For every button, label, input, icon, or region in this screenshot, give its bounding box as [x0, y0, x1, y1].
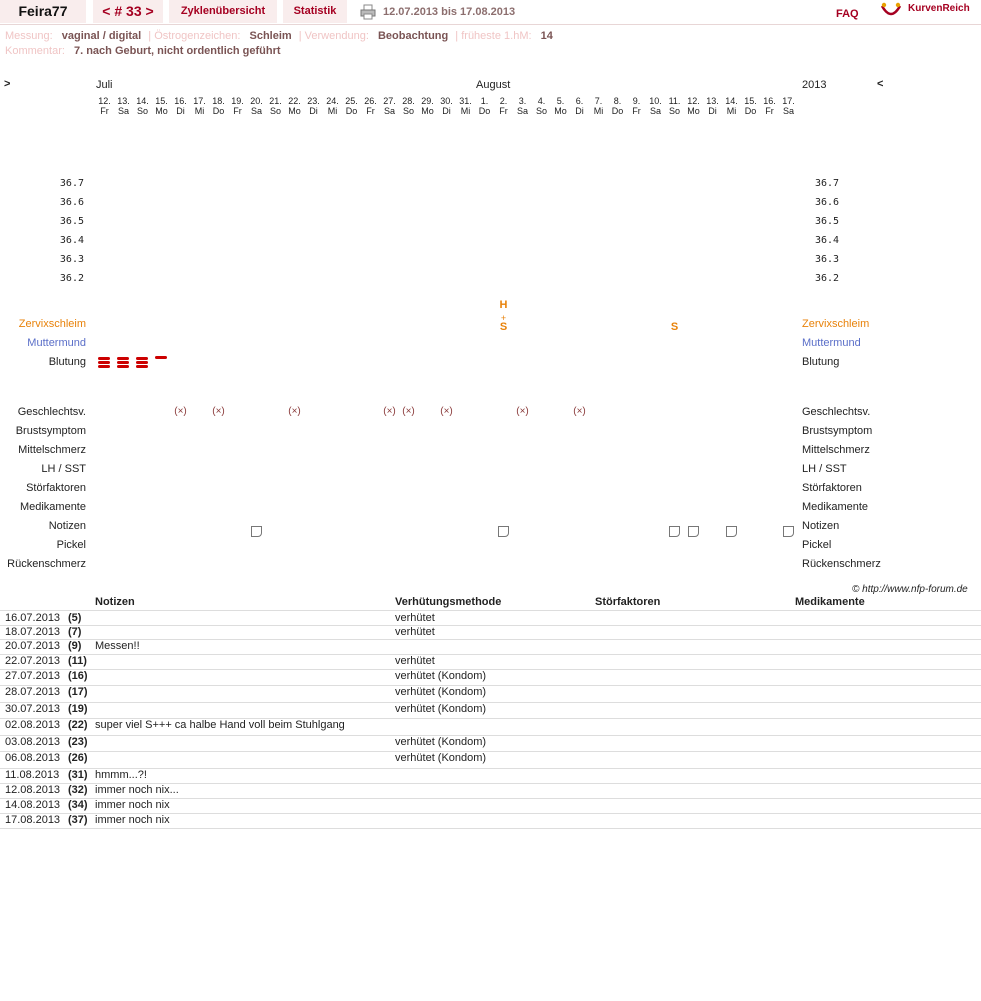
- zyklustag-5: 5: [177, 385, 184, 396]
- note-cycle-day: (22): [68, 719, 88, 731]
- zyklustag-31: 31: [668, 385, 681, 396]
- note-date: 16.07.2013: [5, 612, 61, 624]
- intercourse-mark-19: (×): [440, 406, 453, 417]
- day-date-8: 19.: [231, 96, 244, 106]
- day-date-34: 14.: [725, 96, 738, 106]
- day-date-26: 6.: [575, 96, 584, 106]
- zyklustag-12: 12: [307, 385, 320, 396]
- bleeding-mark-1: [98, 365, 110, 368]
- brand-logo[interactable]: KurvenReich: [908, 3, 970, 14]
- notes-row: [0, 813, 981, 829]
- zyklustag-28: 28: [611, 385, 624, 396]
- row-label-right-2: Mittelschmerz: [802, 444, 870, 456]
- zyklustag-20: 20: [459, 385, 472, 396]
- verwendung-label: Verwendung:: [304, 30, 369, 42]
- note-method: verhütet (Kondom): [395, 686, 487, 698]
- tab-statistics[interactable]: Statistik: [283, 0, 347, 23]
- note-cycle-day: (9): [68, 640, 82, 652]
- notes-header-row: [0, 596, 981, 611]
- note-cycle-day: (7): [68, 626, 82, 638]
- zyklustag-16: 16: [383, 385, 396, 396]
- zyklustag-10: 10: [269, 385, 282, 396]
- day-weekday-36: Fr: [765, 106, 774, 116]
- zyklustag-26: 26: [573, 385, 586, 396]
- row-label-6: Notizen: [48, 520, 86, 532]
- note-text: immer noch nix...: [95, 784, 179, 796]
- notes-row: [0, 685, 981, 703]
- day-date-30: 10.: [649, 96, 662, 106]
- zervix-s-mark-31: S: [670, 321, 679, 333]
- day-weekday-12: Di: [309, 106, 318, 116]
- zyklustag-2: 2: [120, 385, 127, 396]
- month-august: August: [476, 79, 511, 91]
- day-weekday-5: Di: [176, 106, 185, 116]
- day-date-37: 17.: [782, 96, 795, 106]
- year-label: 2013: [802, 79, 827, 91]
- zyklustag-25: 25: [554, 385, 567, 396]
- zervix-s-mark-22: S: [499, 321, 508, 333]
- info-line-2: [5, 45, 281, 57]
- zyklustag-4: 4: [158, 385, 165, 396]
- note-method: verhütet: [395, 626, 435, 638]
- day-date-12: 23.: [307, 96, 320, 106]
- day-weekday-24: So: [535, 106, 547, 116]
- day-date-31: 11.: [668, 96, 681, 106]
- zyklustag-6: 6: [196, 385, 203, 396]
- note-method: verhütet: [395, 612, 435, 624]
- oestrogen-label: Östrogenzeichen:: [154, 30, 241, 42]
- row-label-1: Brustsymptom: [15, 425, 86, 437]
- day-weekday-33: Di: [708, 106, 717, 116]
- day-date-2: 13.: [117, 96, 130, 106]
- zyklustag-7: 7: [215, 385, 222, 396]
- row-label-right-row_mutter: Muttermund: [802, 337, 861, 349]
- day-date-22: 2.: [499, 96, 508, 106]
- note-date: 18.07.2013: [5, 626, 61, 638]
- copyright-note: © http://www.nfp-forum.de: [852, 584, 968, 595]
- day-date-14: 25.: [345, 96, 358, 106]
- temp-label-left: 36.3: [59, 254, 84, 265]
- month-july: Juli: [96, 79, 113, 91]
- note-cycle-day: (16): [68, 670, 88, 682]
- row-label-right-0: Geschlechtsv.: [802, 406, 871, 418]
- zyklustag-34: 34: [725, 385, 738, 396]
- note-date: 22.07.2013: [5, 655, 61, 667]
- day-weekday-30: Sa: [649, 106, 661, 116]
- zervix-h-mark: H: [499, 299, 508, 311]
- day-weekday-34: Mi: [726, 106, 737, 116]
- temp-label-right: 36.3: [815, 254, 840, 265]
- day-weekday-2: Sa: [117, 106, 129, 116]
- notes-row: [0, 654, 981, 670]
- zyklustag-33: 33: [706, 385, 719, 396]
- intercourse-mark-26: (×): [573, 406, 586, 417]
- note-text: immer noch nix: [95, 814, 170, 826]
- kommentar-label: Kommentar:: [5, 45, 65, 57]
- intercourse-mark-16: (×): [383, 406, 396, 417]
- note-cycle-day: (19): [68, 703, 88, 715]
- day-weekday-32: Mo: [687, 106, 700, 116]
- day-weekday-6: Mi: [194, 106, 205, 116]
- bleeding-mark-1: [98, 357, 110, 360]
- bleeding-mark-3: [136, 361, 148, 364]
- cycle-chart: [0, 75, 888, 582]
- note-icon[interactable]: [783, 526, 794, 537]
- nav-prev[interactable]: >: [4, 78, 11, 90]
- note-method: verhütet (Kondom): [395, 736, 487, 748]
- row-label-7: Pickel: [56, 539, 86, 551]
- day-weekday-28: Do: [611, 106, 624, 116]
- note-date: 30.07.2013: [5, 703, 61, 715]
- note-date: 20.07.2013: [5, 640, 61, 652]
- bleeding-mark-2: [117, 357, 129, 360]
- notes-header-stoer: Störfaktoren: [595, 596, 661, 608]
- zervix-plus-mark: +: [500, 313, 507, 323]
- zyklustag-19: 19: [440, 385, 453, 396]
- temp-label-right: 36.5: [815, 216, 840, 227]
- temp-label-left: 36.6: [59, 197, 84, 208]
- note-cycle-day: (11): [68, 655, 87, 667]
- intercourse-mark-17: (×): [402, 406, 415, 417]
- day-date-23: 3.: [518, 96, 527, 106]
- row-label-0: Geschlechtsv.: [17, 406, 86, 418]
- date-range: 12.07.2013 bis 17.08.2013: [383, 6, 516, 18]
- row-label-right-5: Medikamente: [802, 501, 869, 513]
- temp-label-left: 36.4: [59, 235, 84, 246]
- note-text: immer noch nix: [95, 799, 170, 811]
- day-weekday-35: Do: [744, 106, 757, 116]
- day-weekday-15: Fr: [366, 106, 375, 116]
- day-weekday-4: Mo: [155, 106, 168, 116]
- cycle-navigator[interactable]: < # 33 >: [93, 0, 163, 23]
- note-date: 28.07.2013: [5, 686, 61, 698]
- zyklustag-17: 17: [402, 385, 415, 396]
- day-date-20: 31.: [459, 96, 472, 106]
- day-date-7: 18.: [212, 96, 225, 106]
- verwendung-value: Beobachtung: [377, 30, 449, 42]
- logo-icon: [880, 2, 902, 20]
- faq-link[interactable]: FAQ: [836, 8, 859, 20]
- day-weekday-31: So: [668, 106, 680, 116]
- intercourse-mark-7: (×): [212, 406, 225, 417]
- row-label-row_mutter: Muttermund: [27, 337, 86, 349]
- day-date-25: 5.: [556, 96, 565, 106]
- messung-value: vaginal / digital: [61, 30, 142, 42]
- day-weekday-29: Fr: [632, 106, 641, 116]
- row-label-right-3: LH / SST: [802, 463, 847, 475]
- notes-header-notizen: Notizen: [95, 596, 135, 608]
- day-date-27: 7.: [594, 96, 603, 106]
- day-weekday-16: Sa: [383, 106, 395, 116]
- row-label-5: Medikamente: [19, 501, 86, 513]
- row-label-row_zervix: Zervixschleim: [18, 318, 86, 330]
- day-weekday-10: So: [269, 106, 281, 116]
- zyklustag-11: 11: [289, 385, 300, 396]
- note-cycle-day: (31): [68, 769, 88, 781]
- note-cycle-day: (17): [68, 686, 88, 698]
- row-label-3: LH / SST: [41, 463, 86, 475]
- intercourse-mark-11: (×): [288, 406, 301, 417]
- note-cycle-day: (23): [68, 736, 88, 748]
- row-label-right-row_blutung: Blutung: [802, 356, 840, 368]
- day-date-19: 30.: [440, 96, 453, 106]
- row-label-right-6: Notizen: [802, 520, 840, 532]
- zyklustag-18: 18: [421, 385, 434, 396]
- day-weekday-26: Di: [575, 106, 584, 116]
- intercourse-mark-5: (×): [174, 406, 187, 417]
- note-text: super viel S+++ ca halbe Hand voll beim Stuhlgang: [95, 719, 345, 731]
- day-date-32: 12.: [687, 96, 700, 106]
- day-weekday-9: Sa: [250, 106, 262, 116]
- temp-label-right: 36.7: [815, 178, 840, 189]
- note-date: 27.07.2013: [5, 670, 61, 682]
- note-cycle-day: (34): [68, 799, 88, 811]
- day-date-3: 14.: [136, 96, 149, 106]
- zyklustag-30: 30: [649, 385, 662, 396]
- nav-next[interactable]: <: [877, 78, 884, 90]
- zyklustag-37: 37: [782, 385, 795, 396]
- day-date-15: 26.: [364, 96, 377, 106]
- day-date-13: 24.: [326, 96, 339, 106]
- day-weekday-7: Do: [212, 106, 225, 116]
- zyklustag-35: 35: [744, 385, 757, 396]
- note-date: 12.08.2013: [5, 784, 61, 796]
- temp-label-right: 36.2: [815, 273, 840, 284]
- day-date-29: 9.: [632, 96, 641, 106]
- oestrogen-value: Schleim: [249, 30, 292, 42]
- day-weekday-14: Do: [345, 106, 358, 116]
- username: Feira77: [0, 0, 86, 23]
- day-weekday-17: So: [402, 106, 414, 116]
- row-label-right-4: Störfaktoren: [802, 482, 862, 494]
- zyklustag-22: 22: [497, 385, 510, 396]
- day-weekday-20: Mi: [460, 106, 471, 116]
- temp-label-right: 36.4: [815, 235, 840, 246]
- zyklustag-9: 9: [253, 385, 260, 396]
- notes-header-verhuetung: Verhütungsmethode: [395, 596, 502, 608]
- day-date-28: 8.: [613, 96, 622, 106]
- note-date: 14.08.2013: [5, 799, 61, 811]
- day-date-9: 20.: [250, 96, 263, 106]
- day-weekday-22: Fr: [499, 106, 508, 116]
- info-line-1: Messung: vaginal / digital | Östrogenzeichen: Schleim | Verwendung: Beobachtung | früheste 1.hM: 14: [5, 30, 553, 42]
- row-label-2: Mittelschmerz: [18, 444, 86, 456]
- temp-label-left: 36.5: [59, 216, 84, 227]
- row-label-right-7: Pickel: [802, 539, 832, 551]
- day-date-16: 27.: [383, 96, 396, 106]
- tab-cycle-overview[interactable]: Zyklenübersicht: [169, 0, 277, 23]
- zyklustag-13: 13: [326, 385, 339, 396]
- note-cycle-day: (26): [68, 752, 88, 764]
- note-cycle-day: (37): [68, 814, 88, 826]
- zyklustag-32: 32: [687, 385, 700, 396]
- row-label-right-8: Rückenschmerz: [802, 558, 881, 570]
- note-date: 03.08.2013: [5, 736, 61, 748]
- top-header: [0, 0, 981, 25]
- bleeding-mark-4: [155, 356, 167, 359]
- note-icon[interactable]: [251, 526, 262, 537]
- day-weekday-27: Mi: [593, 106, 604, 116]
- row-label-right-1: Brustsymptom: [802, 425, 873, 437]
- note-date: 06.08.2013: [5, 752, 61, 764]
- day-date-6: 17.: [193, 96, 206, 106]
- intercourse-mark-23: (×): [516, 406, 529, 417]
- day-weekday-23: Sa: [516, 106, 528, 116]
- note-date: 02.08.2013: [5, 719, 61, 731]
- day-weekday-1: Fr: [100, 106, 109, 116]
- note-method: verhütet: [395, 655, 435, 667]
- note-date: 11.08.2013: [5, 769, 60, 781]
- row-label-right-row_zervix: Zervixschleim: [802, 318, 870, 330]
- note-icon[interactable]: [669, 526, 680, 537]
- zyklustag-24: 24: [535, 385, 548, 396]
- day-date-17: 28.: [402, 96, 415, 106]
- day-weekday-18: Mo: [421, 106, 434, 116]
- bleeding-mark-2: [117, 361, 129, 364]
- temp-label-left: 36.7: [59, 178, 84, 189]
- zyklustag-23: 23: [516, 385, 529, 396]
- day-weekday-37: Sa: [782, 106, 794, 116]
- note-icon[interactable]: [498, 526, 509, 537]
- notes-row: [0, 735, 981, 752]
- note-icon[interactable]: [726, 526, 737, 537]
- day-date-18: 29.: [421, 96, 434, 106]
- zyklustag-1: 1: [101, 385, 108, 396]
- day-date-1: 12.: [98, 96, 111, 106]
- bleeding-mark-3: [136, 365, 148, 368]
- note-text: Messen!!: [95, 640, 140, 652]
- zyklustag-label: Zyklustag: [8, 385, 60, 397]
- day-weekday-3: So: [136, 106, 148, 116]
- day-date-36: 16.: [763, 96, 776, 106]
- day-date-24: 4.: [537, 96, 546, 106]
- day-weekday-25: Mo: [554, 106, 567, 116]
- note-date: 17.08.2013: [5, 814, 61, 826]
- day-weekday-13: Mi: [327, 106, 338, 116]
- notes-header-medi: Medikamente: [795, 596, 865, 608]
- zyklustag-14: 14: [345, 385, 358, 396]
- zyklustag-21: 21: [478, 385, 491, 396]
- temp-label-right: 36.6: [815, 197, 840, 208]
- day-date-4: 15.: [155, 96, 168, 106]
- bleeding-mark-3: [136, 357, 148, 360]
- day-date-10: 21.: [269, 96, 282, 106]
- day-date-33: 13.: [706, 96, 719, 106]
- note-cycle-day: (5): [68, 612, 82, 624]
- note-method: verhütet (Kondom): [395, 752, 487, 764]
- zyklustag-36: 36: [763, 385, 776, 396]
- zyklustag-29: 29: [630, 385, 643, 396]
- notes-row: [0, 751, 981, 769]
- notes-row: [0, 625, 981, 640]
- day-date-21: 1.: [480, 96, 489, 106]
- hm-label: früheste 1.hM:: [461, 30, 532, 42]
- kommentar-value: 7. nach Geburt, nicht ordentlich geführt: [73, 45, 281, 57]
- notes-row: [0, 611, 981, 626]
- day-weekday-11: Mo: [288, 106, 301, 116]
- notes-row: [0, 702, 981, 719]
- row-label-row_blutung: Blutung: [48, 356, 86, 368]
- bleeding-mark-1: [98, 361, 110, 364]
- note-method: verhütet (Kondom): [395, 670, 487, 682]
- day-date-11: 22.: [288, 96, 301, 106]
- note-icon[interactable]: [688, 526, 699, 537]
- notes-row: [0, 718, 981, 736]
- day-date-35: 15.: [744, 96, 757, 106]
- printer-icon[interactable]: [360, 4, 376, 20]
- zyklustag-15: 15: [364, 385, 377, 396]
- temp-label-left: 36.2: [59, 273, 84, 284]
- row-label-4: Störfaktoren: [26, 482, 86, 494]
- notes-row: [0, 639, 981, 655]
- day-weekday-19: Di: [442, 106, 451, 116]
- notes-row: [0, 768, 981, 784]
- hm-value: 14: [540, 30, 553, 42]
- note-text: hmmm...?!: [95, 769, 147, 781]
- messung-label: Messung:: [5, 30, 53, 42]
- day-date-5: 16.: [174, 96, 187, 106]
- note-cycle-day: (32): [68, 784, 88, 796]
- day-weekday-21: Do: [478, 106, 491, 116]
- notes-row: [0, 669, 981, 686]
- zyklustag-8: 8: [234, 385, 241, 396]
- notes-row: [0, 783, 981, 799]
- zyklustag-27: 27: [592, 385, 605, 396]
- zyklustag-3: 3: [139, 385, 146, 396]
- notes-row: [0, 798, 981, 814]
- day-weekday-8: Fr: [233, 106, 242, 116]
- bleeding-mark-2: [117, 365, 129, 368]
- note-method: verhütet (Kondom): [395, 703, 487, 715]
- row-label-8: Rückenschmerz: [7, 558, 86, 570]
